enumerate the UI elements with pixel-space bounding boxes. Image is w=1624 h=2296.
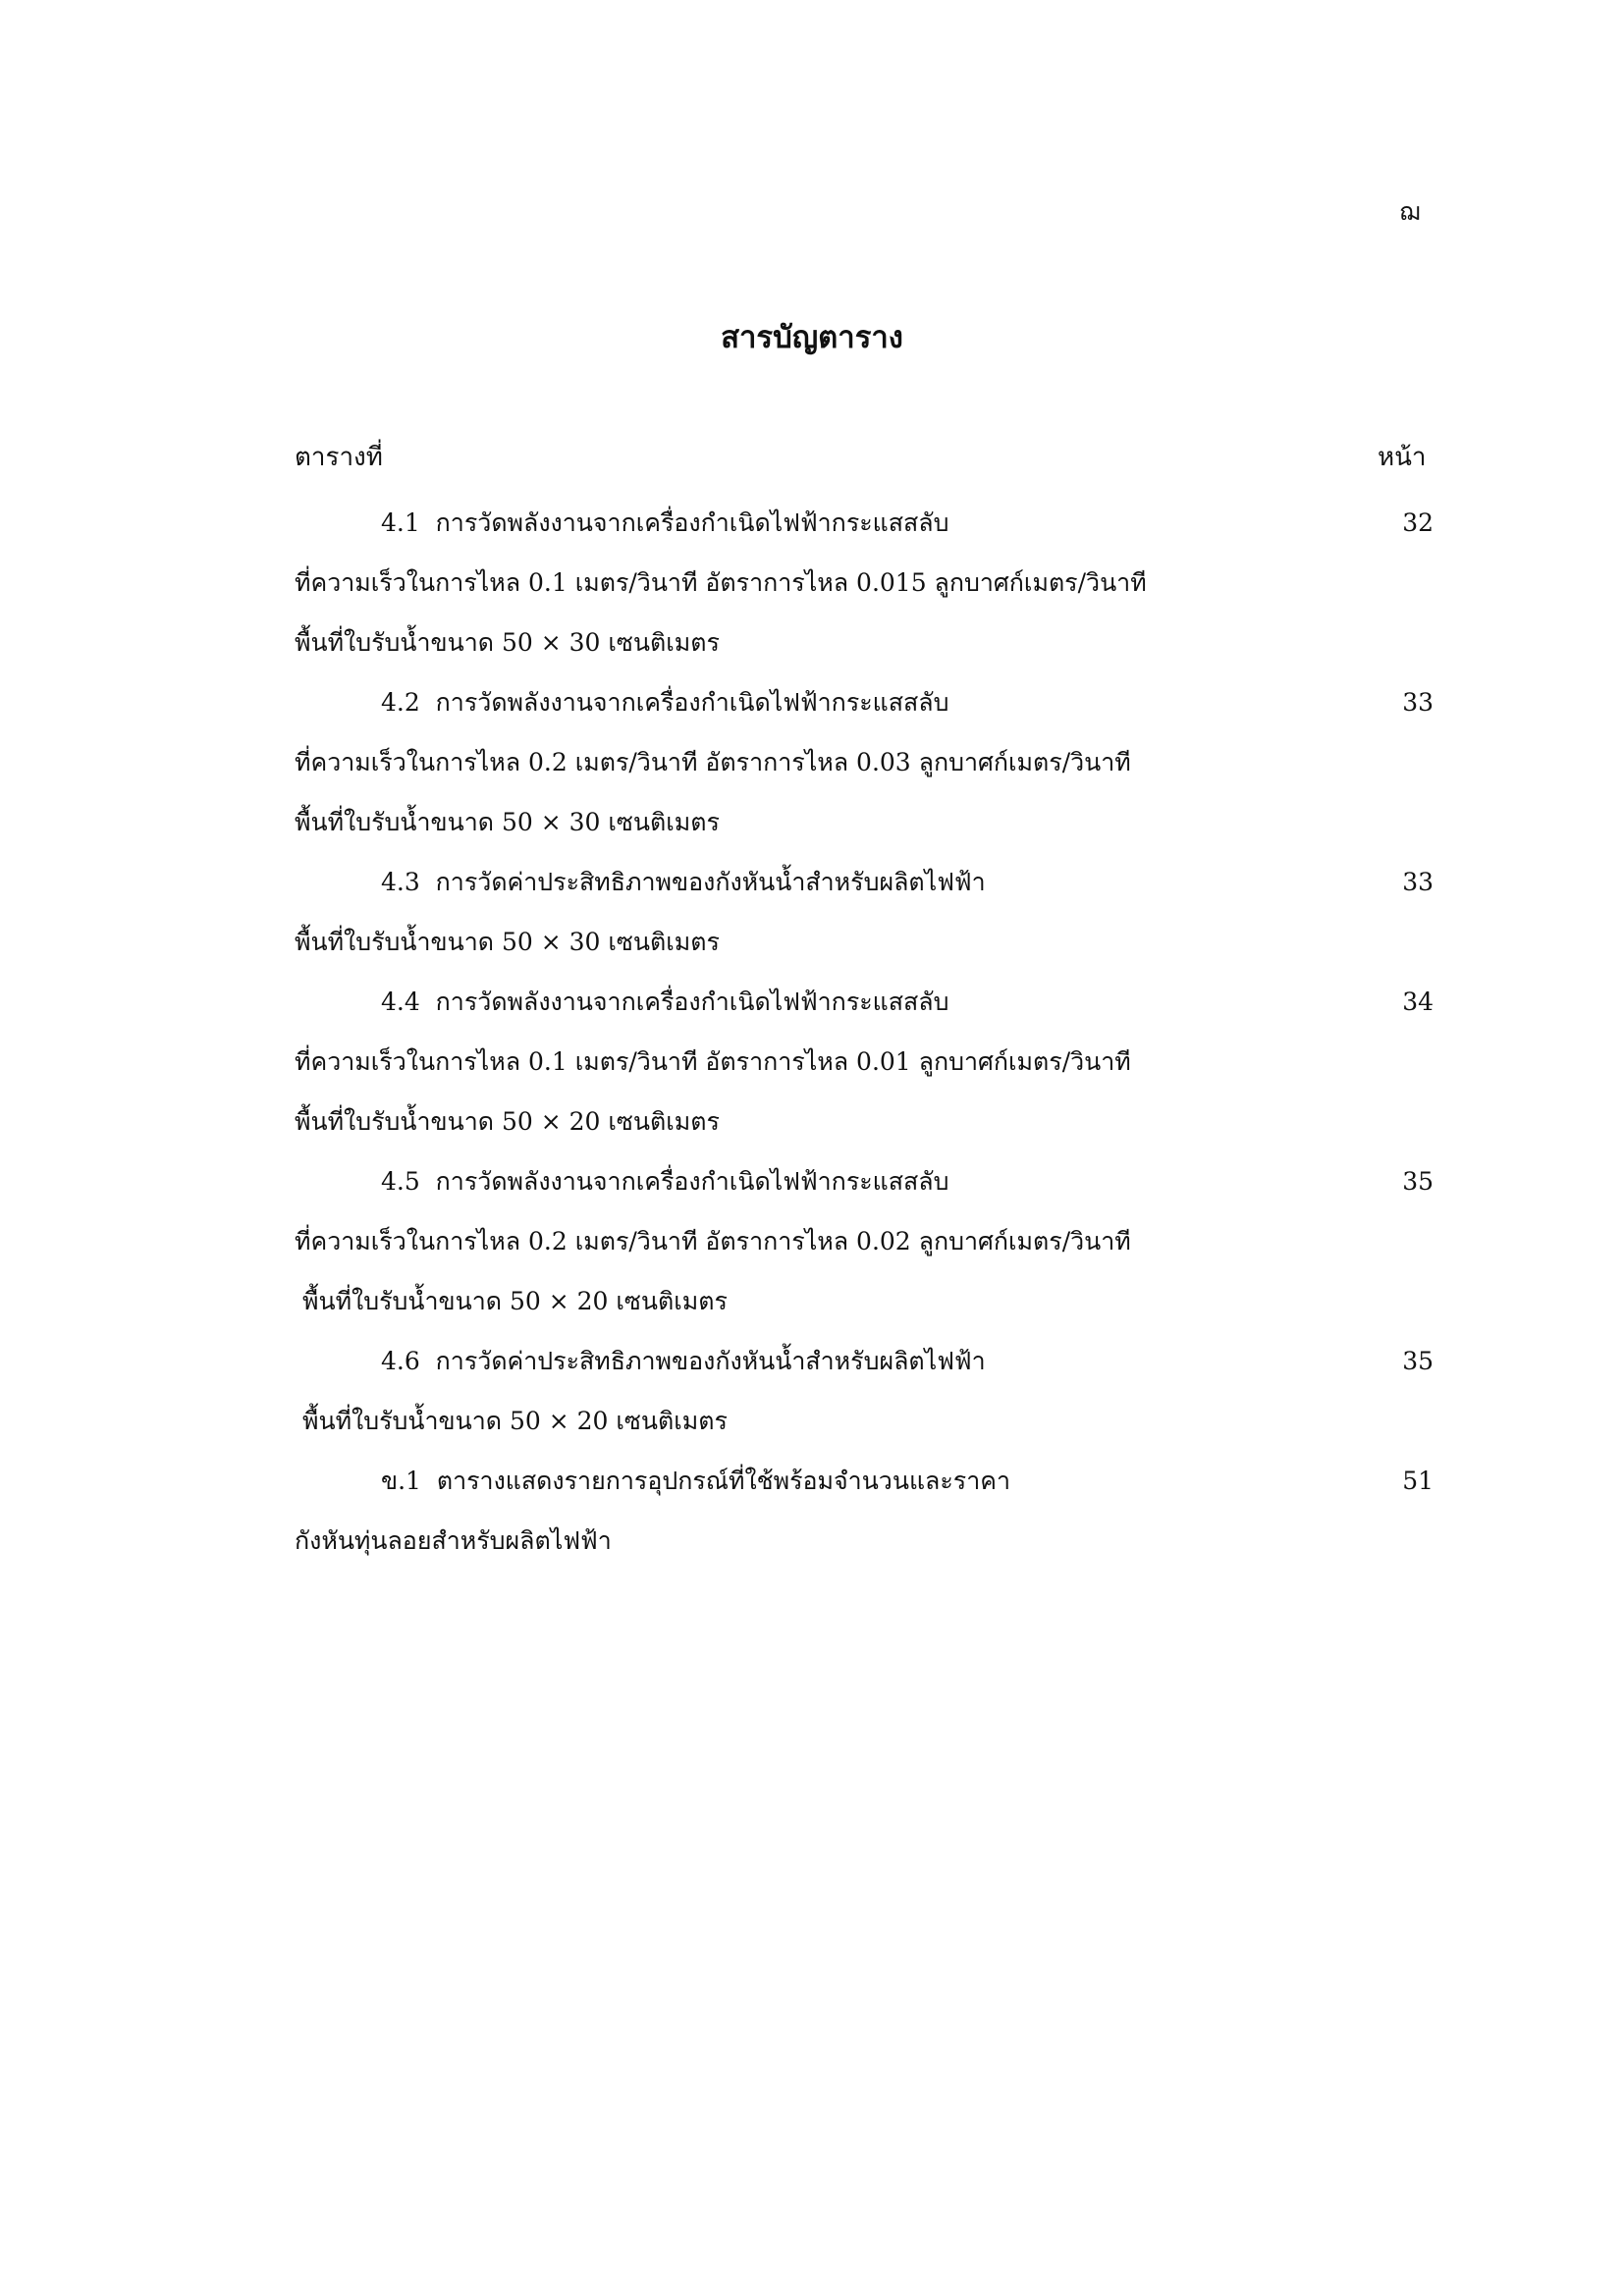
entry-continuation: ที่ความเร็วในการไหล 0.2 เมตร/วินาที อัตราการไหล 0.03 ลูกบาศก์เมตร/วินาที — [295, 748, 1131, 776]
entry-continuation: พื้นที่ใบรับน้ำขนาด 50 × 20 เซนติเมตร — [295, 1107, 720, 1136]
entry-continuation: พื้นที่ใบรับน้ำขนาด 50 × 30 เซนติเมตร — [295, 628, 720, 657]
entry-page: 35 — [1402, 1347, 1434, 1375]
toc-entry[interactable] — [295, 672, 1434, 852]
entry-number: 4.2 — [381, 688, 420, 717]
entry-number: 4.5 — [381, 1167, 420, 1196]
entry-page: 33 — [1402, 688, 1434, 717]
page-title: สารบัญตาราง — [721, 320, 903, 355]
table-of-tables — [295, 493, 1434, 1571]
toc-entry[interactable] — [295, 1331, 1434, 1451]
entry-title: การวัดค่าประสิทธิภาพของกังหันน้ำสำหรับผลิตไฟฟ้า — [435, 1347, 986, 1375]
entry-continuation: พื้นที่ใบรับน้ำขนาด 50 × 30 เซนติเมตร — [295, 928, 720, 956]
toc-entry[interactable] — [295, 852, 1434, 972]
column-header-page: หน้า — [1378, 443, 1427, 472]
entry-page: 35 — [1402, 1167, 1434, 1196]
entry-title: การวัดพลังงานจากเครื่องกำเนิดไฟฟ้ากระแสสลับ — [435, 1167, 949, 1196]
entry-number: 4.1 — [381, 508, 420, 537]
entry-page: 33 — [1402, 868, 1434, 896]
toc-entry[interactable] — [295, 1151, 1434, 1331]
entry-page: 34 — [1402, 988, 1434, 1016]
entry-title: การวัดพลังงานจากเครื่องกำเนิดไฟฟ้ากระแสสลับ — [435, 688, 949, 717]
entry-continuation: ที่ความเร็วในการไหล 0.1 เมตร/วินาที อัตราการไหล 0.01 ลูกบาศก์เมตร/วินาที — [295, 1047, 1131, 1076]
entry-title: การวัดค่าประสิทธิภาพของกังหันน้ำสำหรับผลิตไฟฟ้า — [435, 868, 986, 896]
entry-page: 32 — [1402, 508, 1434, 537]
entry-continuation: พื้นที่ใบรับน้ำขนาด 50 × 20 เซนติเมตร — [302, 1287, 728, 1315]
toc-entry[interactable] — [295, 493, 1434, 672]
entry-continuation: พื้นที่ใบรับน้ำขนาด 50 × 30 เซนติเมตร — [295, 808, 720, 836]
entry-title: การวัดพลังงานจากเครื่องกำเนิดไฟฟ้ากระแสสลับ — [435, 988, 949, 1016]
entry-title: ตารางแสดงรายการอุปกรณ์ที่ใช้พร้อมจำนวนและราคา — [436, 1467, 1011, 1495]
entry-number: ข.1 — [381, 1467, 421, 1495]
entry-title: การวัดพลังงานจากเครื่องกำเนิดไฟฟ้ากระแสสลับ — [435, 508, 949, 537]
column-header-table: ตารางที่ — [295, 443, 383, 472]
entry-number: 4.4 — [381, 988, 420, 1016]
page-number: ฌ — [1399, 197, 1421, 226]
entry-page: 51 — [1402, 1467, 1434, 1495]
toc-entry[interactable] — [295, 972, 1434, 1151]
entry-number: 4.6 — [381, 1347, 420, 1375]
entry-continuation: ที่ความเร็วในการไหล 0.1 เมตร/วินาที อัตราการไหล 0.015 ลูกบาศก์เมตร/วินาที — [295, 568, 1147, 597]
toc-entry[interactable] — [295, 1451, 1434, 1571]
entry-number: 4.3 — [381, 868, 420, 896]
entry-continuation: ที่ความเร็วในการไหล 0.2 เมตร/วินาที อัตราการไหล 0.02 ลูกบาศก์เมตร/วินาที — [295, 1227, 1131, 1255]
entry-continuation: กังหันทุ่นลอยสำหรับผลิตไฟฟ้า — [295, 1526, 612, 1555]
entry-continuation: พื้นที่ใบรับน้ำขนาด 50 × 20 เซนติเมตร — [302, 1407, 728, 1435]
